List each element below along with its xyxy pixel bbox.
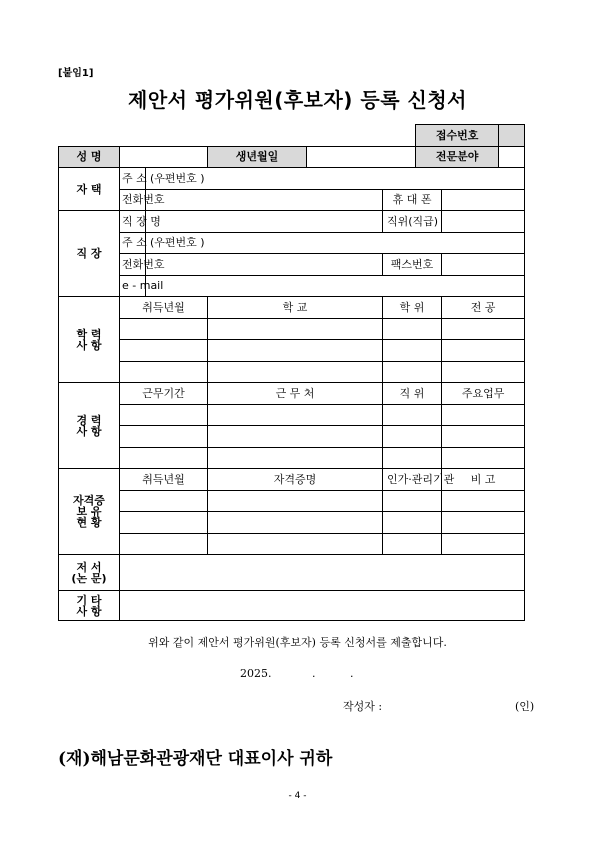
page-number: - 4 - <box>288 791 307 801</box>
birth-date-field[interactable] <box>307 146 416 168</box>
table-cell[interactable] <box>208 340 383 362</box>
home-address-field[interactable] <box>146 168 525 190</box>
table-cell[interactable] <box>208 318 383 340</box>
author-label: 작성자 : <box>343 700 383 713</box>
license-section-label: 자격증 보 유 현 황 <box>59 469 120 555</box>
company-name-field[interactable] <box>146 211 383 233</box>
receipt-number-field[interactable] <box>499 125 525 147</box>
position-field[interactable] <box>442 211 525 233</box>
home-phone-field[interactable] <box>146 189 383 211</box>
work-address-label: 주 소 <box>120 232 146 254</box>
home-section-label: 자 택 <box>59 168 120 211</box>
field-of-expertise-label: 전문분야 <box>416 146 499 168</box>
others-label: 기 타 사 항 <box>59 591 120 621</box>
table-cell[interactable] <box>383 340 442 362</box>
career-header-position: 직 위 <box>383 383 442 405</box>
table-cell[interactable] <box>383 490 442 512</box>
email-label: e - mail <box>120 275 146 297</box>
table-cell[interactable] <box>442 361 525 383</box>
license-header-remarks: 비 고 <box>442 469 525 491</box>
license-header-date: 취득년월 <box>120 469 208 491</box>
table-cell[interactable] <box>120 426 208 448</box>
table-cell[interactable] <box>208 447 383 469</box>
table-cell[interactable] <box>383 426 442 448</box>
table-cell[interactable] <box>120 490 208 512</box>
birth-date-label: 생년월일 <box>208 146 307 168</box>
fax-label: 팩스번호 <box>383 254 442 276</box>
education-header-school: 학 교 <box>208 297 383 319</box>
table-cell[interactable] <box>120 340 208 362</box>
form-title: 제안서 평가위원(후보자) 등록 신청서 <box>128 88 467 112</box>
table-cell[interactable] <box>208 361 383 383</box>
addressee: (재)해남문화관광재단 대표이사 귀하 <box>58 749 333 769</box>
career-header-duties: 주요업무 <box>442 383 525 405</box>
home-address-label <box>120 168 146 190</box>
table-cell[interactable] <box>208 490 383 512</box>
table-cell[interactable] <box>442 426 525 448</box>
home-mobile-label: 휴 대 폰 <box>383 189 442 211</box>
table-cell[interactable] <box>120 361 208 383</box>
home-mobile-field[interactable] <box>442 189 525 211</box>
table-cell[interactable] <box>383 447 442 469</box>
name-label: 성 명 <box>59 146 120 168</box>
work-phone-label: 전화번호 <box>120 254 146 276</box>
table-cell[interactable] <box>442 490 525 512</box>
table-cell[interactable] <box>120 533 208 555</box>
receipt-number-label: 접수번호 <box>416 125 499 147</box>
declaration-text: 위와 같이 제안서 평가위원(후보자) 등록 신청서를 제출합니다. <box>148 636 447 649</box>
work-postcode-label: (우편번호 ) <box>150 236 205 250</box>
home-address-text: 주 소 <box>122 171 147 185</box>
education-section-label: 학 력 사 항 <box>59 297 120 383</box>
table-cell[interactable] <box>383 318 442 340</box>
work-phone-field[interactable] <box>146 254 383 276</box>
table-cell[interactable] <box>120 404 208 426</box>
field-of-expertise-field[interactable] <box>499 146 525 168</box>
date-day-dot: . <box>350 667 354 680</box>
table-cell[interactable] <box>442 512 525 534</box>
table-cell[interactable] <box>383 533 442 555</box>
table-cell[interactable] <box>442 404 525 426</box>
table-cell[interactable] <box>120 318 208 340</box>
table-cell[interactable] <box>442 533 525 555</box>
table-cell[interactable] <box>383 361 442 383</box>
table-cell[interactable] <box>208 533 383 555</box>
license-header-name: 자격증명 <box>208 469 383 491</box>
table-cell[interactable] <box>442 318 525 340</box>
publications-label: 저 서 (논 문) <box>59 555 120 591</box>
attachment-tag: [붙임1] <box>58 68 94 79</box>
position-label: 직위(직급) <box>383 211 442 233</box>
license-header-authority: 인가·관리기관 <box>383 469 442 491</box>
email-field[interactable] <box>146 275 525 297</box>
education-header-date: 취득년월 <box>120 297 208 319</box>
name-field[interactable] <box>120 146 208 168</box>
date-month-dot: . <box>312 667 316 680</box>
home-phone-label: 전화번호 <box>120 189 146 211</box>
career-header-workplace: 근 무 처 <box>208 383 383 405</box>
table-cell[interactable] <box>442 447 525 469</box>
publications-field[interactable] <box>120 555 525 591</box>
company-name-label: 직 장 명 <box>120 211 146 233</box>
table-cell[interactable] <box>208 512 383 534</box>
education-header-major: 전 공 <box>442 297 525 319</box>
table-cell[interactable] <box>208 426 383 448</box>
work-section-label: 직 장 <box>59 211 120 297</box>
education-header-degree: 학 위 <box>383 297 442 319</box>
others-field[interactable] <box>120 591 525 621</box>
date-year: 2025. <box>240 667 272 680</box>
seal-mark: (인) <box>515 700 535 713</box>
table-cell[interactable] <box>383 404 442 426</box>
work-address-field[interactable] <box>146 232 525 254</box>
application-form-table <box>58 124 525 621</box>
career-section-label: 경 력 사 항 <box>59 383 120 469</box>
table-cell[interactable] <box>208 404 383 426</box>
home-postcode-label: (우편번호 ) <box>150 171 205 185</box>
table-cell[interactable] <box>383 512 442 534</box>
fax-field[interactable] <box>442 254 525 276</box>
table-cell[interactable] <box>120 447 208 469</box>
career-header-period: 근무기간 <box>120 383 208 405</box>
table-cell[interactable] <box>120 512 208 534</box>
table-cell[interactable] <box>442 340 525 362</box>
blank-area <box>59 125 416 147</box>
